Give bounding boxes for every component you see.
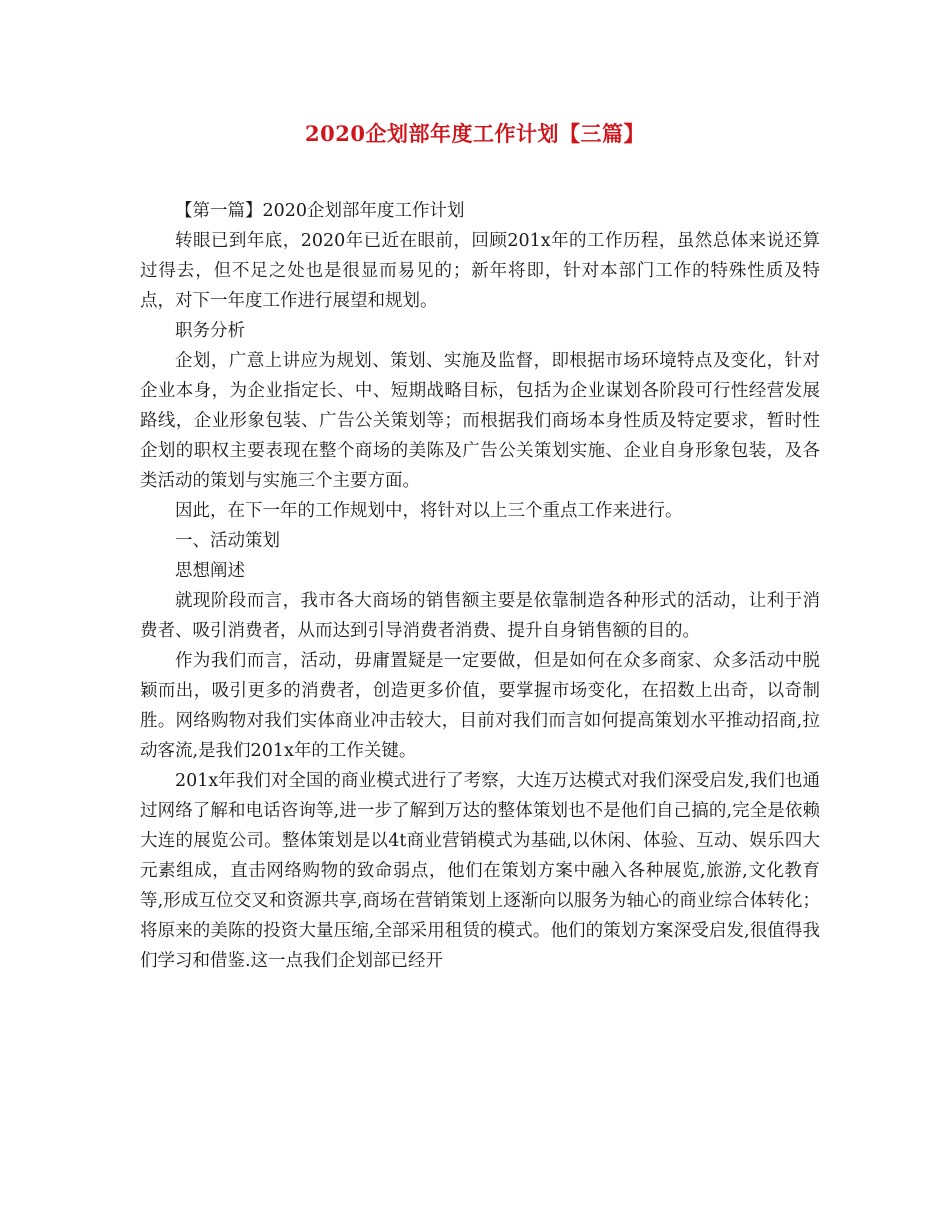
paragraph-current-stage: 就现阶段而言，我市各大商场的销售额主要是依靠制造各种形式的活动，让利于消费者、吸引消费者，从而达到引导消费者消费、提升自身销售额的目的。 <box>140 591 820 641</box>
paragraph-heading-job-analysis: 职务分析 <box>175 321 245 341</box>
paragraph-for-us: 作为我们而言，活动，毋庸置疑是一定要做，但是如何在众多商家、众多活动中脱颖而出，吸引更多的消费者，创造更多价值，要掌握市场变化，在招数上出奇，以奇制胜。网络购物对我们实体商业冲击较大，目前对我们而言如何提高策划水平推动招商,拉动客流,是我们201x年的工作关键。 <box>140 651 820 761</box>
document-body <box>140 196 820 976</box>
document-title: 2020企划部年度工作计划【三篇】 <box>305 121 645 146</box>
paragraph-planning-definition: 企划，广意上讲应为规划、策划、实施及监督，即根据市场环境特点及变化，针对企业本身，为企业指定长、中、短期战略目标，包括为企业谋划各阶段可行性经营发展路线，企业形象包装、广告公关策划等；而根据我们商场本身性质及特定要求，暂时性企划的职权主要表现在整个商场的美陈及广告公关策划实施、企业自身形象包装，及各类活动的策划与实施三个主要方面。 <box>140 351 820 491</box>
paragraph-intro: 转眼已到年底，2020年已近在眼前，回顾201x年的工作历程，虽然总体来说还算过得去，但不足之处也是很显而易见的；新年将即，针对本部门工作的特殊性质及特点，对下一年度工作进行展望和规划。 <box>140 231 820 311</box>
paragraph-wanda-model: 201x年我们对全国的商业模式进行了考察，大连万达模式对我们深受启发,我们也通过网络了解和电话咨询等,进一步了解到万达的整体策划也不是他们自己搞的,完全是依赖大连的展览公司。整体策划是以4t商业营销模式为基础,以休闲、体验、互动、娱乐四大元素组成，直击网络购物的致命弱点，他们在策划方案中融入各种展览,旅游,文化教育等,形成互位交叉和资源共享,商场在营销策划上逐渐向以服务为轴心的商业综合体转化；将原来的美陈的投资大量压缩,全部采用租赁的模式。他们的策划方案深受启发,很值得我们学习和借鉴.这一点我们企划部已经开 <box>140 771 820 971</box>
paragraph-heading-idea: 思想阐述 <box>175 561 245 581</box>
paragraph-heading-activity-planning: 一、活动策划 <box>175 531 280 551</box>
paragraph-therefore: 因此，在下一年的工作规划中，将针对以上三个重点工作来进行。 <box>175 501 683 521</box>
paragraph-section-heading: 【第一篇】2020企划部年度工作计划 <box>175 201 465 221</box>
